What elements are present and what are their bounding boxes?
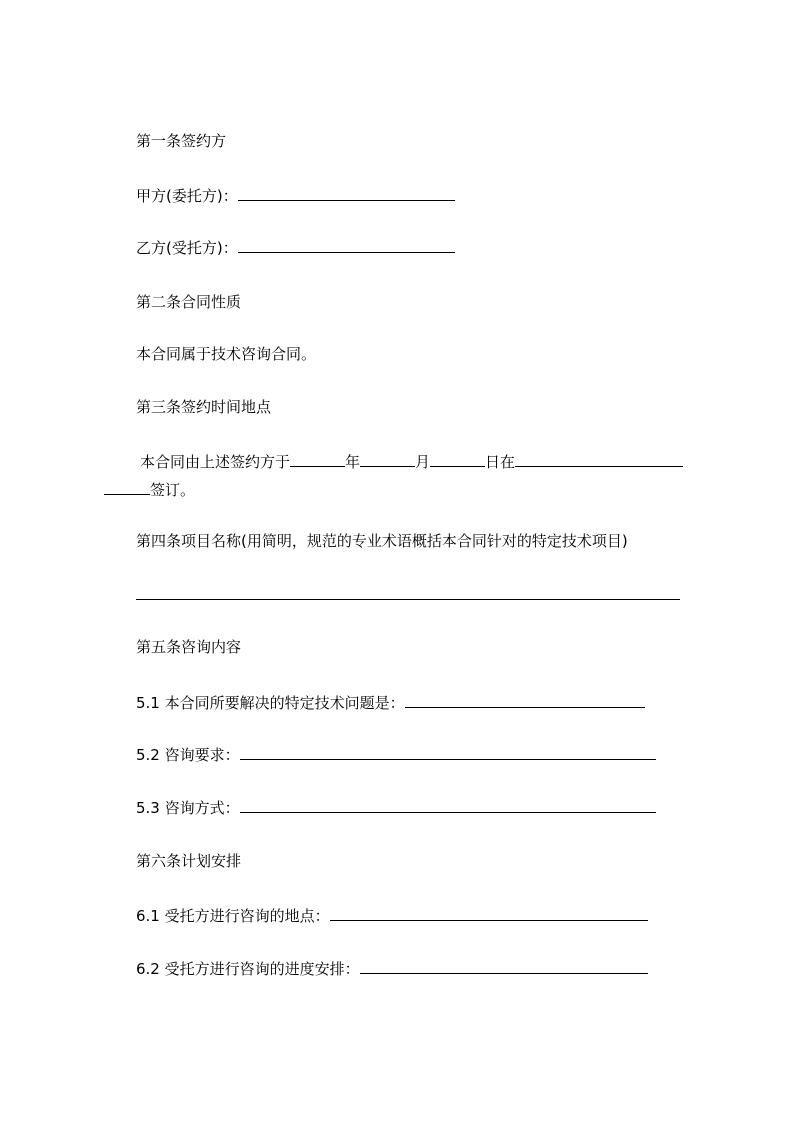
article-3-date-row [140,451,683,472]
place-blank[interactable] [515,451,683,467]
day-blank[interactable] [430,451,485,467]
month-blank[interactable] [360,451,415,467]
article-6-title: 第六条计划安排 [136,852,242,870]
signed-label: 签订。 [150,481,196,499]
party-a-blank[interactable] [238,185,455,201]
plan-6-2-row [136,958,648,979]
day-label: 日在 [485,453,516,471]
article-5-title: 第五条咨询内容 [136,638,242,656]
plan-6-2-label: 6.2 受托方进行咨询的进度安排： [136,960,360,978]
consult-5-2-row [136,744,656,765]
year-blank[interactable] [290,451,345,467]
article-3-signed-row [104,479,195,500]
consult-5-1-row [136,692,645,713]
party-a-label: 甲方(委托方)： [136,187,238,205]
consult-5-3-blank[interactable] [240,797,656,813]
article-1-title: 第一条签约方 [136,132,227,150]
consult-5-2-blank[interactable] [240,744,656,760]
party-b-blank[interactable] [238,237,455,253]
place-blank-continued[interactable] [104,479,150,495]
consult-5-3-row [136,797,656,818]
plan-6-2-blank[interactable] [360,958,648,974]
project-name-blank[interactable] [136,599,680,600]
article-2-title: 第二条合同性质 [136,293,242,311]
plan-6-1-row [136,905,648,926]
article-2-body: 本合同属于技术咨询合同。 [136,345,317,363]
month-label: 月 [415,453,431,471]
plan-6-1-blank[interactable] [330,905,648,921]
party-a-row [136,185,455,206]
plan-6-1-label: 6.1 受托方进行咨询的地点： [136,907,330,925]
year-label: 年 [345,453,361,471]
party-b-label: 乙方(受托方)： [136,239,238,257]
consult-5-1-blank[interactable] [405,692,645,708]
consult-5-1-label: 5.1 本合同所要解决的特定技术问题是： [136,694,405,712]
article-3-prefix: 本合同由上述签约方于 [140,453,291,471]
consult-5-2-label: 5.2 咨询要求： [136,746,240,764]
consult-5-3-label: 5.3 咨询方式： [136,799,240,817]
article-4-title: 第四条项目名称(用简明，规范的专业术语概括本合同针对的特定技术项目) [136,532,628,550]
article-3-title: 第三条签约时间地点 [136,398,272,416]
party-b-row [136,237,455,258]
